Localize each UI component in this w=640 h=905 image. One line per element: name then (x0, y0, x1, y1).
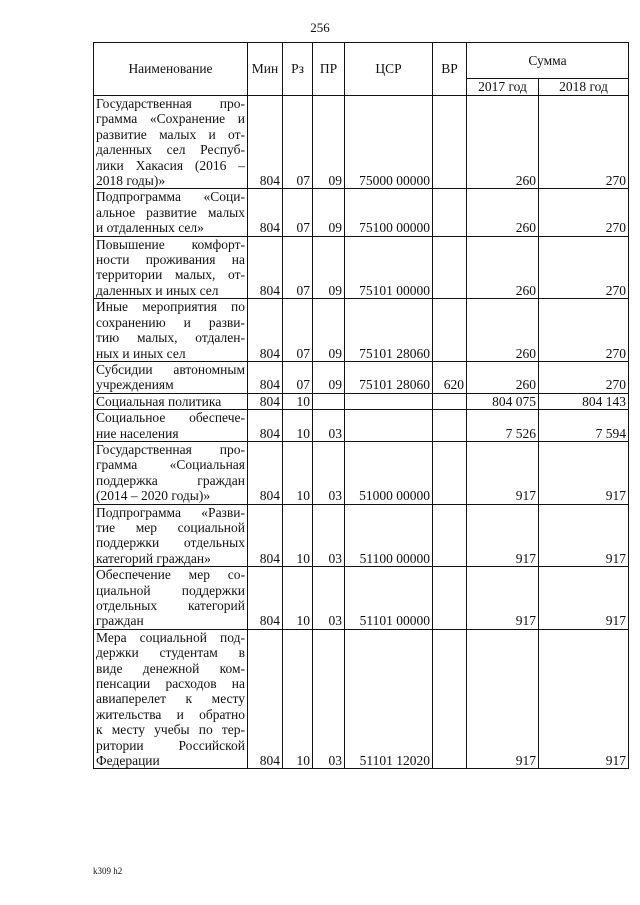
row-min: 804 (248, 96, 283, 189)
row-sum-2018: 7 594 (539, 410, 629, 442)
row-rz: 10 (283, 567, 313, 630)
row-name (94, 567, 248, 630)
row-rz: 07 (283, 189, 313, 236)
table-row (94, 361, 629, 393)
row-name (94, 629, 248, 769)
row-sum-2018: 270 (539, 189, 629, 236)
row-name-line: территории малых, от- (96, 267, 245, 283)
row-min: 804 (248, 629, 283, 769)
row-name (94, 96, 248, 189)
row-csr (345, 410, 433, 442)
row-vr (433, 393, 467, 409)
row-sum-2017: 804 075 (467, 393, 539, 409)
row-sum-2017: 7 526 (467, 410, 539, 442)
table-row (94, 96, 629, 189)
row-name (94, 410, 248, 442)
row-sum-2018: 917 (539, 629, 629, 769)
row-sum-2018: 270 (539, 96, 629, 189)
row-name-line: жительства и обратно (96, 706, 245, 722)
row-min: 804 (248, 393, 283, 409)
row-name-line: отдельных категорий (96, 598, 245, 613)
row-pr: 03 (313, 441, 345, 504)
row-name (94, 361, 248, 393)
row-name-line: лики Хакасия (2016 – (96, 157, 245, 173)
row-min: 804 (248, 189, 283, 236)
row-sum-2018: 270 (539, 299, 629, 362)
table-row (94, 299, 629, 362)
row-name-line: даленных и иных сел (96, 282, 219, 298)
row-csr: 75000 00000 (345, 96, 433, 189)
row-name-line: Государственная про- (96, 441, 245, 457)
row-name-line: ных и иных сел (96, 345, 186, 361)
row-vr (433, 299, 467, 362)
row-name (94, 504, 248, 567)
row-vr (433, 96, 467, 189)
row-rz: 10 (283, 393, 313, 409)
row-name-line: поддержка граждан (96, 472, 245, 488)
row-sum-2017: 917 (467, 504, 539, 567)
row-rz: 07 (283, 96, 313, 189)
header-vr: ВР (433, 43, 467, 96)
row-name (94, 441, 248, 504)
row-name-line: циальной поддержки (96, 582, 245, 598)
header-rz: Рз (283, 43, 313, 96)
row-pr: 09 (313, 96, 345, 189)
row-name-line: поддержки отдельных (96, 535, 245, 551)
row-csr: 75101 00000 (345, 236, 433, 299)
row-sum-2017: 260 (467, 236, 539, 299)
row-name (94, 189, 248, 236)
row-name-line: Социальное обеспече- (96, 410, 245, 426)
row-name (94, 393, 248, 409)
row-name-line: альное развитие малых (96, 204, 245, 220)
row-csr: 51101 12020 (345, 629, 433, 769)
row-pr (313, 393, 345, 409)
header-2017: 2017 год (467, 79, 539, 96)
table-row (94, 189, 629, 236)
row-sum-2017: 260 (467, 96, 539, 189)
row-name-line: Подпрограмма «Соци- (96, 189, 245, 205)
row-vr (433, 504, 467, 567)
row-pr: 09 (313, 361, 345, 393)
row-pr: 09 (313, 189, 345, 236)
row-vr: 620 (433, 361, 467, 393)
row-min: 804 (248, 299, 283, 362)
row-name-line: 2018 годы)» (96, 173, 166, 189)
row-name-line: Обеспечение мер со- (96, 567, 245, 583)
row-name-line: грамма «Социальная (96, 457, 245, 473)
row-vr (433, 441, 467, 504)
row-name-line: Иные мероприятия по (96, 299, 245, 315)
budget-table (93, 42, 629, 769)
row-rz: 10 (283, 410, 313, 442)
table-row (94, 410, 629, 442)
row-sum-2017: 917 (467, 567, 539, 630)
row-vr (433, 410, 467, 442)
row-rz: 10 (283, 504, 313, 567)
row-pr: 09 (313, 299, 345, 362)
row-name-line: держки студентам в (96, 645, 245, 661)
row-name-line: ние населения (96, 425, 179, 441)
row-csr: 75101 28060 (345, 361, 433, 393)
row-name-line: сохранению и разви- (96, 314, 245, 330)
row-name-line: Подпрограмма «Разви- (96, 504, 245, 520)
row-name (94, 299, 248, 362)
row-csr: 75100 00000 (345, 189, 433, 236)
row-sum-2018: 917 (539, 504, 629, 567)
row-min: 804 (248, 441, 283, 504)
row-rz: 07 (283, 361, 313, 393)
row-name-line: Мера социальной под- (96, 629, 245, 645)
row-name-line: Федерации (96, 753, 160, 769)
row-name-line: Социальная политика (96, 393, 222, 409)
row-rz: 10 (283, 441, 313, 504)
footer-code: k309 h2 (93, 866, 123, 876)
row-vr (433, 236, 467, 299)
row-sum-2017: 917 (467, 629, 539, 769)
row-min: 804 (248, 504, 283, 567)
header-pr: ПР (313, 43, 345, 96)
row-vr (433, 567, 467, 630)
row-name-line: и отдаленных сел» (96, 220, 204, 236)
row-vr (433, 189, 467, 236)
row-sum-2018: 270 (539, 361, 629, 393)
row-pr: 03 (313, 504, 345, 567)
row-sum-2017: 917 (467, 441, 539, 504)
row-name-line: Повышение комфорт- (96, 236, 245, 252)
row-csr: 51100 00000 (345, 504, 433, 567)
header-min: Мин (248, 43, 283, 96)
row-sum-2018: 917 (539, 441, 629, 504)
row-name (94, 236, 248, 299)
header-sum: Сумма (467, 43, 629, 79)
row-name-line: авиаперелет к месту (96, 691, 245, 707)
row-csr (345, 393, 433, 409)
page-number: 256 (310, 20, 330, 35)
row-sum-2018: 270 (539, 236, 629, 299)
row-csr: 75101 28060 (345, 299, 433, 362)
row-name-line: ритории Российской (96, 737, 245, 753)
row-name-line: ности проживания на (96, 252, 245, 268)
row-csr: 51101 00000 (345, 567, 433, 630)
row-name-line: даленных сел Респуб- (96, 142, 245, 158)
header-csr: ЦСР (345, 43, 433, 96)
row-csr: 51000 00000 (345, 441, 433, 504)
table-row (94, 236, 629, 299)
row-rz: 10 (283, 629, 313, 769)
row-name-line: (2014 – 2020 годы)» (96, 488, 211, 504)
row-name-line: развитие малых и от- (96, 126, 245, 142)
row-name-line: граждан (96, 613, 144, 629)
row-name-line: Государственная про- (96, 96, 245, 111)
row-name-line: учреждениям (96, 377, 174, 393)
row-pr: 03 (313, 410, 345, 442)
row-name-line: Субсидии автономным (96, 361, 245, 377)
table-row (94, 567, 629, 630)
row-min: 804 (248, 410, 283, 442)
table-body (94, 96, 629, 769)
table-row (94, 441, 629, 504)
row-sum-2018: 804 143 (539, 393, 629, 409)
row-name-line: пенсации расходов на (96, 676, 245, 692)
row-rz: 07 (283, 299, 313, 362)
row-min: 804 (248, 236, 283, 299)
header-2018: 2018 год (539, 79, 629, 96)
row-rz: 07 (283, 236, 313, 299)
row-sum-2017: 260 (467, 189, 539, 236)
table-row (94, 629, 629, 769)
row-sum-2017: 260 (467, 299, 539, 362)
table-row (94, 393, 629, 409)
row-sum-2018: 917 (539, 567, 629, 630)
row-name-line: виде денежной ком- (96, 660, 245, 676)
row-vr (433, 629, 467, 769)
row-min: 804 (248, 361, 283, 393)
row-sum-2017: 260 (467, 361, 539, 393)
row-pr: 09 (313, 236, 345, 299)
row-pr: 03 (313, 567, 345, 630)
row-name-line: тию малых, отдален- (96, 330, 245, 346)
row-name-line: грамма «Сохранение и (96, 111, 245, 127)
header-name: Наименование (94, 43, 248, 96)
table-row (94, 504, 629, 567)
row-name-line: категорий граждан» (96, 550, 211, 566)
row-min: 804 (248, 567, 283, 630)
row-pr: 03 (313, 629, 345, 769)
row-name-line: тие мер социальной (96, 519, 245, 535)
row-name-line: к месту учебы по тер- (96, 722, 245, 738)
